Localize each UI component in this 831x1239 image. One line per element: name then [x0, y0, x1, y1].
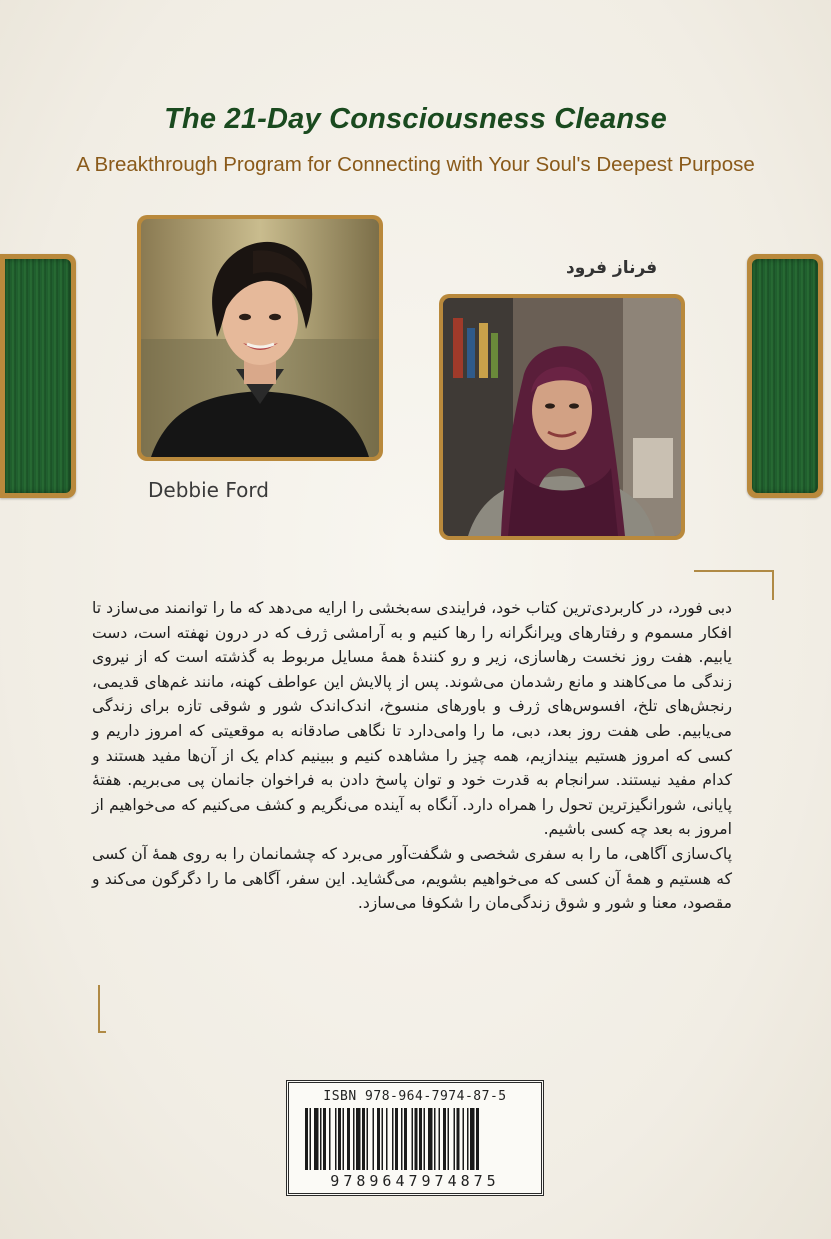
barcode-bar — [356, 1108, 361, 1170]
barcode-bar — [343, 1108, 345, 1170]
barcode-bar — [476, 1108, 479, 1170]
barcode-bar — [424, 1108, 426, 1170]
barcode-bar — [419, 1108, 422, 1170]
barcode-bar — [392, 1108, 394, 1170]
barcode-bar — [373, 1108, 375, 1170]
barcode-bar — [353, 1108, 355, 1170]
barcode-bar — [448, 1108, 450, 1170]
book-subtitle: A Breakthrough Program for Connecting with Your Soul's Deepest Purpose — [76, 153, 755, 176]
barcode-bar — [362, 1108, 365, 1170]
barcode-bar — [454, 1108, 456, 1170]
barcode-bar — [457, 1108, 460, 1170]
barcode-bar — [335, 1108, 337, 1170]
barcode-bar — [338, 1108, 341, 1170]
barcode-bar — [367, 1108, 369, 1170]
description-paragraph: دبی فورد، در کاربردی‌ترین کتاب خود، فرایندی سه‌بخشی را ارایه می‌دهد که ما را توانمند می‌سازد تا افکار مسموم و رفتارهای ویرانگرانه را رها کنیم و به آرامشی ژرف که در درون نهفته است، دست یابیم. هفت روز نخست رهاسازی، زیر و رو کنندهٔ همهٔ مسایل مربوط به گذشته است که از نیروی زندگی ما می‌کاهند و مانع رشدمان می‌شوند. پس از پالایش این عواطف کهنه، مانند غم‌های قدیمی، رنجش‌های تلخ، افسوس‌های ژرف و باورهای منسوخ، اندک‌اندک شور و شوقی تازه برای زندگی می‌یابیم. طی هفت روز بعد، دبی، ما را وامی‌دارد تا نگاهی صادقانه به موقعیتی که امروز داریم و کسی که امروز هستیم بیندازیم، همه چیز را مشاهده کنیم و ببینیم کدام یک از آن‌ها مفید هستند و کدام مفید نیستند. سرانجام به قدرت خود و توان پاسخ دادن به فراخوان جانمان پی می‌بریم. هفتهٔ پایانی، شورانگیزترین تحول را همراه دارد. آنگاه به آینده می‌نگریم و کشف می‌کنیم که می‌خواهیم از امروز به بعد چه کسی باشیم. — [92, 599, 732, 839]
barcode-bar — [395, 1108, 398, 1170]
barcode-bar — [323, 1108, 326, 1170]
barcode-bar — [310, 1108, 312, 1170]
barcode-bar — [443, 1108, 446, 1170]
author-portrait-illustration — [141, 219, 379, 457]
author-name: Debbie Ford — [148, 478, 269, 502]
left-green-panel — [0, 254, 76, 498]
barcode-bars — [305, 1108, 527, 1170]
barcode-bar — [404, 1108, 407, 1170]
barcode-bar — [320, 1108, 322, 1170]
isbn-label: ISBN 978-964-7974-87-5 — [323, 1089, 507, 1104]
barcode-bar — [428, 1108, 433, 1170]
barcode-bar — [415, 1108, 418, 1170]
barcode-bar — [439, 1108, 441, 1170]
barcode-bar — [382, 1108, 384, 1170]
description-paragraph: پاک‌سازی آگاهی، ما را به سفری شخصی و شگفت‌آور می‌برد که چشمانمان را به روی همهٔ آن کسی که هستیم و همهٔ آن کسی که می‌خواهیم بشویم، می‌گشاید. این سفر، آگاهی ما را دگرگون می‌کند و مقصود، معنا و شور و شوق زندگی‌مان را شکوفا می‌سازد. — [92, 844, 732, 913]
barcode-bar — [401, 1108, 403, 1170]
translator-photo — [439, 294, 685, 540]
barcode-bar — [305, 1108, 308, 1170]
decorative-corner-bottom-left — [98, 985, 106, 1033]
barcode-bar — [463, 1108, 465, 1170]
book-title: The 21-Day Consciousness Cleanse — [164, 103, 667, 135]
author-photo — [137, 215, 383, 461]
barcode-bar — [434, 1108, 436, 1170]
barcode-bar — [347, 1108, 350, 1170]
barcode-bar — [386, 1108, 388, 1170]
translator-portrait-illustration — [443, 298, 681, 536]
book-description — [92, 596, 732, 916]
barcode-bar — [314, 1108, 319, 1170]
translator-name: فرناز فرود — [566, 258, 658, 278]
barcode-bar — [377, 1108, 380, 1170]
barcode-bar — [470, 1108, 475, 1170]
isbn-digits: 9789647974875 — [330, 1172, 500, 1190]
barcode-bar — [412, 1108, 414, 1170]
barcode-bar — [467, 1108, 469, 1170]
barcode-bar — [329, 1108, 331, 1170]
right-green-panel — [747, 254, 823, 498]
barcode-box — [286, 1080, 544, 1196]
